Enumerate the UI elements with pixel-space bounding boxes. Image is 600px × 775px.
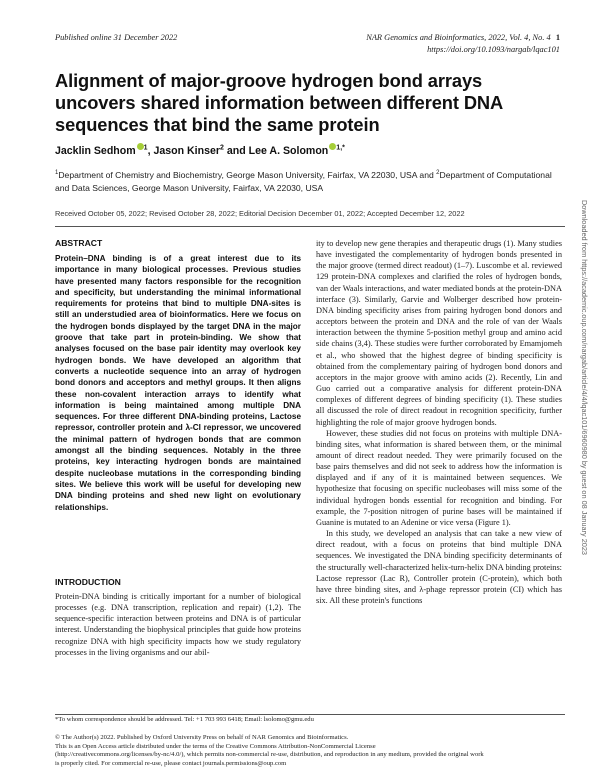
author-affiliation-mark: 1 [143,144,148,152]
journal-citation [300,33,560,42]
download-watermark: Downloaded from https://academic.oup.com/nargab/article/4/4/lqac101/6960980 by guest on 08 January 2023 [580,200,589,555]
author-name: and Lee A. Solomon [223,145,329,157]
affiliations [55,167,565,195]
footnote-divider [55,714,565,715]
affiliation-text: Department of Computational and Data Sciences, George Mason University, Fairfax, VA 22030, USA [55,169,552,193]
article-dates: Received October 05, 2022; Revised October 28, 2022; Editorial Decision December 01, 2022; Accepted December 12, 2022 [55,209,465,218]
paragraph: ity to develop new gene therapies and therapeutic drugs (1). Many studies have investigated the complementarity of hydrogen bonds presented in the major groove (termed direct readout) (1–7). Luscombe et al. reviewed 129 protein-DNA complexes and clarified the roles of hydrogen bonds, van der Waals interactions, and water mediated bonds at the protein-DNA interface (3). Similarly, Garvie and Wolberger described how protein-DNA binding specificity arises from pairing hydrogen bond donors and acceptors between the protein and DNA and the role of van der Waals interaction between the thymine 5-position methyl group and amino acid side chains (3,4). These studies were further corroborated by Emamjomeh et al., who showed that the highest degree of binding specificity is obtained from the complementary pairing of hydrogen bond donors and acceptors in the major groove with amino acids (2). Recently, Lin and Guo carried out a comparative analysis for different protein-DNA complexes of different degrees of binding specificity (1). These studies all discussed the role of direct readout in recognition specificity, further highlighting the role of major groove hydrogen bonds. [316,239,562,427]
introduction-text [55,591,301,658]
header-divider [55,226,565,227]
paragraph: However, these studies did not focus on proteins with multiple DNA-binding sites, what information is shared between them, or the minimal amount of direct readout needed. They were primarily focused on the base pairs themselves and did not seek to address how the information is displayed and if any of it is maintained between sequences. We hypothesize that focusing on specific nucleobases will miss some of the individual hydrogen bonds essential for recognition and binding. For example, the 7-position nitrogen of purine bases will be maintained if Guanine is mutated to an Adenine or vice versa (Figure 1). [316,428,562,527]
author-affiliation-mark: 1,* [336,144,345,152]
license-line: This is an Open Access article distributed under the terms of the Creative Commons Attribution-NonCommercial License [55,742,376,750]
paragraph: In this study, we developed an analysis that can take a new view of direct readout, with a focus on proteins that bind multiple DNA sequences. We investigated the DNA binding specificity determinants of the structurally well-characterized helix-turn-helix DNA binding proteins: Lactose repressor (Lac R), Controller protein (C-protein), which both have three binding sites, and λ-phage repressor protein (CI) which has six. All these protein's functions [316,529,562,605]
affiliation-mark: 1 [55,170,59,176]
copyright-block [55,734,570,768]
license-line: is properly cited. For commercial re-use, please contact journals.permissions@oup.com [55,759,287,767]
right-column-text [316,238,562,606]
journal-name: NAR Genomics and Bioinformatics, 2022, Vol. 4, No. 4 [366,33,551,42]
correspondence-footnote: *To whom correspondence should be addressed. Tel: +1 703 993 6418; Email: lsolomo@gmu.edu [55,716,314,723]
doi-link[interactable]: https://doi.org/10.1093/nargab/lqac101 [427,45,560,54]
paragraph: Protein-DNA binding is critically important for a number of biological processes (e.g. DNA transcription, replication and repair) (1,2). The sequence-specific interaction between proteins and DNA is of particular interest. Understanding the biophysical principles that guide how proteins recognize DNA with high specificity impacts how we study regulatory processes in the living organisms and our abil- [55,592,301,657]
orcid-icon[interactable] [137,143,144,150]
author-list [55,143,555,157]
article-title: Alignment of major-groove hydrogen bond arrays uncovers shared information between different DNA sequences that bind the same protein [55,70,503,135]
page-number: 1 [555,33,560,42]
introduction-heading: INTRODUCTION [55,577,121,587]
author-name: , Jason Kinser [147,145,220,157]
abstract-heading: ABSTRACT [55,238,103,248]
published-date: Published online 31 December 2022 [55,33,178,42]
affiliation-mark: 2 [436,170,440,176]
copyright-line: © The Author(s) 2022. Published by Oxford University Press on behalf of NAR Genomics and Bioinformatics. [55,734,349,741]
author-name: Jacklin Sedhom [55,145,136,157]
license-line: (http://creativecommons.org/licenses/by-nc/4.0/), which permits non-commercial re-use, distribution, and reproduction in any medium, provided the original work [55,751,484,759]
author-affiliation-mark: 2 [220,144,224,152]
affiliation-text: Department of Chemistry and Biochemistry, George Mason University, Fairfax, VA 22030, USA and [58,169,437,180]
abstract-text: Protein–DNA binding is of a great interest due to its importance in many biological processes. Previous studies have presented many factors responsible for the recognition and specificity, but understanding the minimal informational requirements for proteins that bind to multiple DNA-sites is still an understudied area of bioinformatics. Here we focus on the hydrogen bonds displayed by the target DNA in the major groove that take part in protein-binding. We show that analyses focused on the base pair identity may overlook key hydrogen bonds. We have developed an algorithm that converts a nucleotide sequence into an array of hydrogen bond donors and acceptors and methyl groups. It then aligns these non-covalent interaction arrays to identify what information is being maintained among multiple DNA sequences. For three different DNA-binding proteins, Lactose repressor, controller protein and λ-CI repressor, we uncovered the minimal pattern of hydrogen bonds that are common amongst all the binding sequences. Notably in the three proteins, key interacting hydrogen bonds are maintained despite nucleobase mutations in the corresponding binding sites. We believe this work will be useful for developing new DNA binding proteins and shed new light on evolutionary relationships. [55,254,301,512]
